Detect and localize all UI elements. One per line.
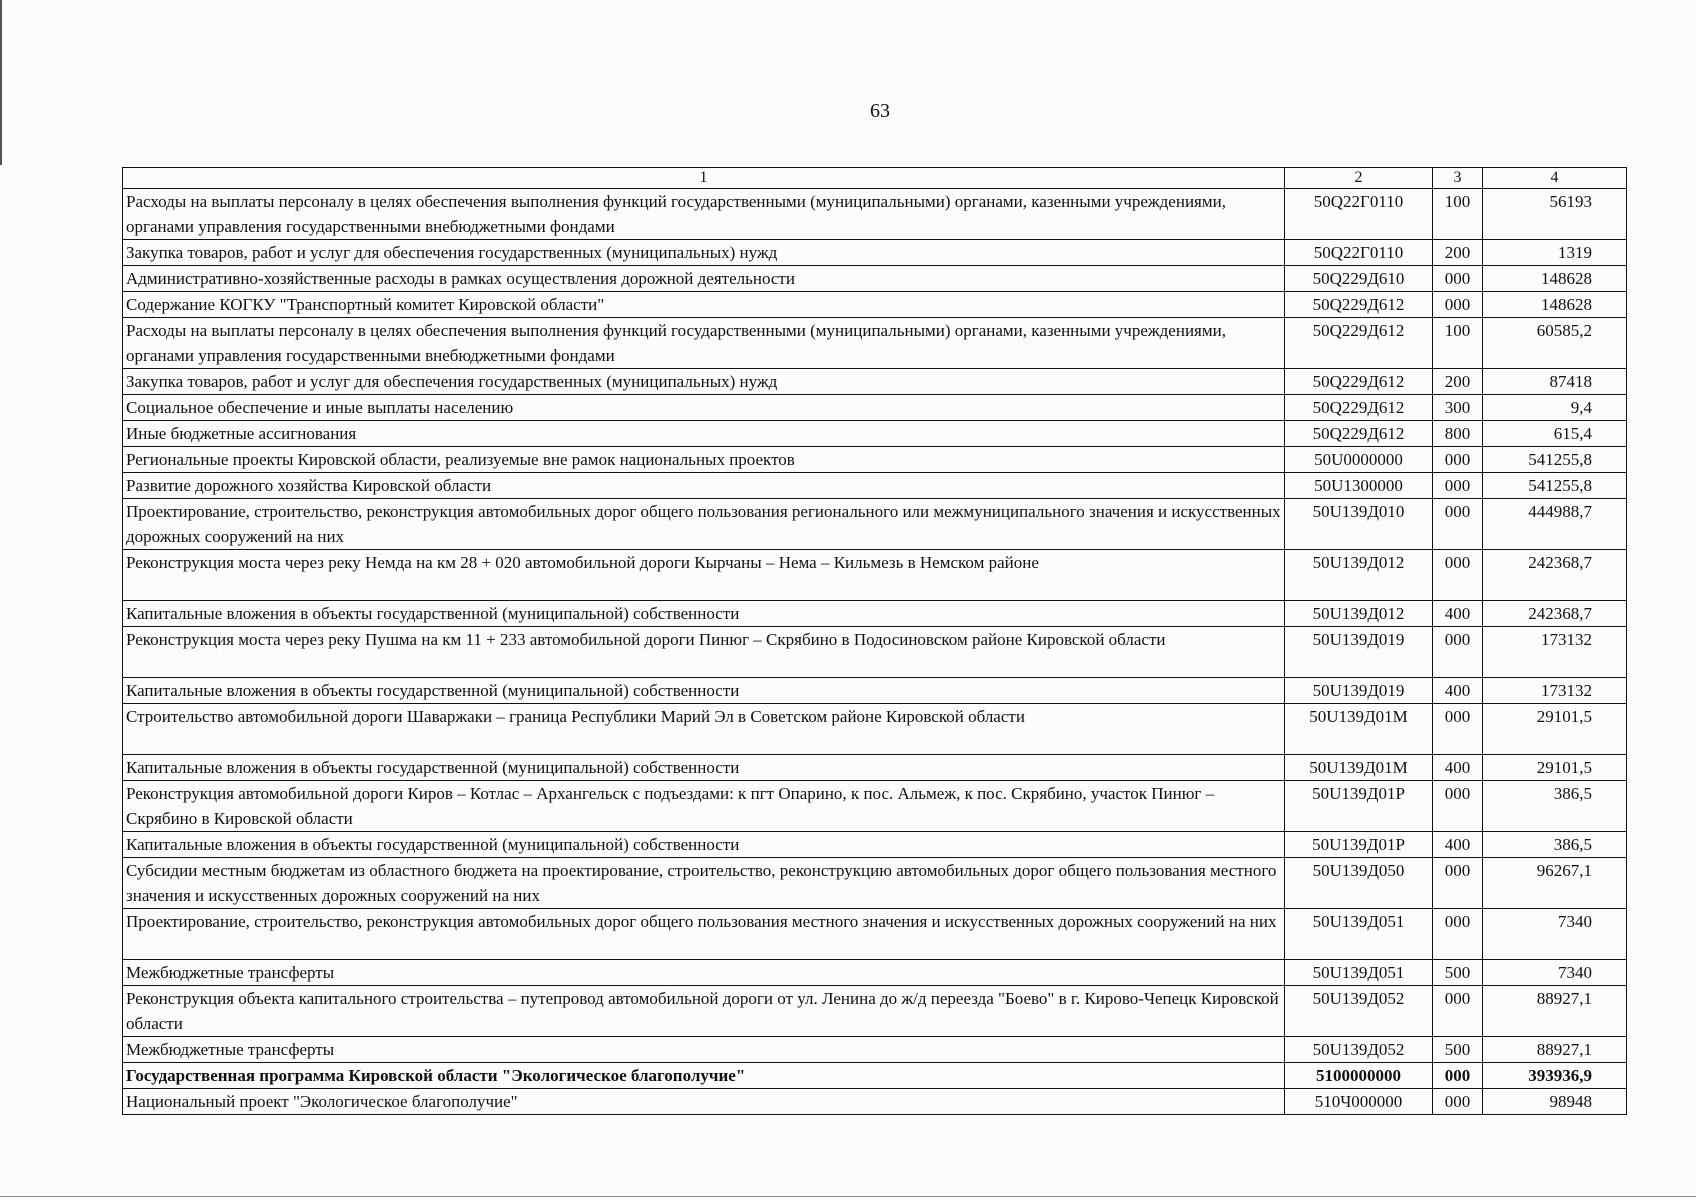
table-row: [123, 832, 1627, 858]
row-sum-cell: 56193: [1483, 189, 1627, 240]
table-row: [123, 704, 1627, 755]
row-name-cell: Капитальные вложения в объекты государственной (муниципальной) собственности: [123, 601, 1285, 627]
row-type-cell: 000: [1433, 909, 1483, 960]
row-type-cell: 200: [1433, 369, 1483, 395]
row-code-cell: 50Q229Д612: [1285, 395, 1433, 421]
row-name-cell: Проектирование, строительство, реконструкция автомобильных дорог общего пользования регионального или межмуниципального значения и искусственных дорожных сооружений на них: [123, 499, 1285, 550]
row-sum-cell: 541255,8: [1483, 473, 1627, 499]
table-row: [123, 755, 1627, 781]
row-sum-cell: 173132: [1483, 678, 1627, 704]
row-sum-cell: 541255,8: [1483, 447, 1627, 473]
budget-table-container: [122, 167, 1626, 1115]
header-col-4: 4: [1483, 168, 1627, 189]
row-type-cell: 000: [1433, 858, 1483, 909]
row-name-cell: Административно-хозяйственные расходы в рамках осуществления дорожной деятельности: [123, 266, 1285, 292]
row-sum-cell: 88927,1: [1483, 1037, 1627, 1063]
table-row: [123, 550, 1627, 601]
table-row: [123, 627, 1627, 678]
header-col-2: 2: [1285, 168, 1433, 189]
row-type-cell: 000: [1433, 627, 1483, 678]
row-name-cell: Капитальные вложения в объекты государственной (муниципальной) собственности: [123, 832, 1285, 858]
table-row: [123, 421, 1627, 447]
table-row: [123, 1063, 1627, 1089]
row-sum-cell: 386,5: [1483, 781, 1627, 832]
row-code-cell: 50U139Д052: [1285, 1037, 1433, 1063]
row-name-cell: Межбюджетные трансферты: [123, 1037, 1285, 1063]
row-name-cell: Строительство автомобильной дороги Шаваржаки – граница Республики Марий Эл в Советском районе Кировской области: [123, 704, 1285, 755]
row-code-cell: 50U139Д01Р: [1285, 832, 1433, 858]
row-type-cell: 400: [1433, 601, 1483, 627]
row-sum-cell: 87418: [1483, 369, 1627, 395]
row-code-cell: 50U139Д01М: [1285, 755, 1433, 781]
table-row: [123, 240, 1627, 266]
row-type-cell: 000: [1433, 1089, 1483, 1115]
row-sum-cell: 88927,1: [1483, 986, 1627, 1037]
row-sum-cell: 615,4: [1483, 421, 1627, 447]
row-type-cell: 000: [1433, 499, 1483, 550]
table-row: [123, 473, 1627, 499]
row-sum-cell: 96267,1: [1483, 858, 1627, 909]
row-code-cell: 50U139Д010: [1285, 499, 1433, 550]
row-sum-cell: 98948: [1483, 1089, 1627, 1115]
row-code-cell: 50U139Д019: [1285, 627, 1433, 678]
row-type-cell: 000: [1433, 473, 1483, 499]
header-col-1: 1: [123, 168, 1285, 189]
row-code-cell: 50Q229Д612: [1285, 369, 1433, 395]
row-code-cell: 5100000000: [1285, 1063, 1433, 1089]
row-sum-cell: 173132: [1483, 627, 1627, 678]
row-sum-cell: 9,4: [1483, 395, 1627, 421]
page-number: 63: [870, 100, 890, 122]
table-row: [123, 189, 1627, 240]
table-header-row: [123, 168, 1627, 189]
row-name-cell: Иные бюджетные ассигнования: [123, 421, 1285, 447]
table-row: [123, 1089, 1627, 1115]
row-code-cell: 510Ч000000: [1285, 1089, 1433, 1115]
row-sum-cell: 242368,7: [1483, 601, 1627, 627]
scan-edge-left: [0, 0, 2, 165]
row-sum-cell: 1319: [1483, 240, 1627, 266]
row-type-cell: 200: [1433, 240, 1483, 266]
row-code-cell: 50Q229Д612: [1285, 292, 1433, 318]
table-row: [123, 601, 1627, 627]
row-code-cell: 50U139Д01М: [1285, 704, 1433, 755]
row-name-cell: Расходы на выплаты персоналу в целях обеспечения выполнения функций государственными (муниципальными) органами, казенными учреждениями, органами управления государственными внебюджетными фондами: [123, 318, 1285, 369]
table-row: [123, 395, 1627, 421]
row-type-cell: 000: [1433, 550, 1483, 601]
row-sum-cell: 148628: [1483, 266, 1627, 292]
row-type-cell: 100: [1433, 189, 1483, 240]
row-name-cell: Реконструкция моста через реку Немда на км 28 + 020 автомобильной дороги Кырчаны – Нема – Кильмезь в Немском районе: [123, 550, 1285, 601]
table-row: [123, 266, 1627, 292]
row-sum-cell: 444988,7: [1483, 499, 1627, 550]
row-sum-cell: 386,5: [1483, 832, 1627, 858]
row-code-cell: 50Q22Г0110: [1285, 189, 1433, 240]
row-sum-cell: 29101,5: [1483, 755, 1627, 781]
row-name-cell: Государственная программа Кировской области "Экологическое благополучие": [123, 1063, 1285, 1089]
row-name-cell: Капитальные вложения в объекты государственной (муниципальной) собственности: [123, 755, 1285, 781]
row-name-cell: Содержание КОГКУ "Транспортный комитет Кировской области": [123, 292, 1285, 318]
row-type-cell: 000: [1433, 266, 1483, 292]
table-row: [123, 678, 1627, 704]
budget-table: [122, 167, 1627, 1115]
table-row: [123, 292, 1627, 318]
table-row: [123, 909, 1627, 960]
row-sum-cell: 29101,5: [1483, 704, 1627, 755]
row-type-cell: 300: [1433, 395, 1483, 421]
row-code-cell: 50Q229Д612: [1285, 421, 1433, 447]
row-type-cell: 000: [1433, 986, 1483, 1037]
row-name-cell: Субсидии местным бюджетам из областного бюджета на проектирование, строительство, реконструкцию автомобильных дорог общего пользования местного значения и искусственных дорожных сооружений на них: [123, 858, 1285, 909]
row-sum-cell: 7340: [1483, 960, 1627, 986]
row-type-cell: 400: [1433, 832, 1483, 858]
row-type-cell: 500: [1433, 960, 1483, 986]
table-row: [123, 369, 1627, 395]
row-code-cell: 50U139Д050: [1285, 858, 1433, 909]
table-row: [123, 986, 1627, 1037]
row-name-cell: Национальный проект "Экологическое благополучие": [123, 1089, 1285, 1115]
table-row: [123, 858, 1627, 909]
table-row: [123, 781, 1627, 832]
row-type-cell: 800: [1433, 421, 1483, 447]
row-code-cell: 50U139Д051: [1285, 909, 1433, 960]
table-row: [123, 499, 1627, 550]
row-name-cell: Капитальные вложения в объекты государственной (муниципальной) собственности: [123, 678, 1285, 704]
row-type-cell: 000: [1433, 1063, 1483, 1089]
row-code-cell: 50U0000000: [1285, 447, 1433, 473]
row-type-cell: 000: [1433, 781, 1483, 832]
row-sum-cell: 7340: [1483, 909, 1627, 960]
row-sum-cell: 148628: [1483, 292, 1627, 318]
row-sum-cell: 60585,2: [1483, 318, 1627, 369]
row-code-cell: 50U1300000: [1285, 473, 1433, 499]
row-code-cell: 50Q229Д610: [1285, 266, 1433, 292]
row-code-cell: 50U139Д052: [1285, 986, 1433, 1037]
row-name-cell: Социальное обеспечение и иные выплаты населению: [123, 395, 1285, 421]
row-code-cell: 50Q22Г0110: [1285, 240, 1433, 266]
row-name-cell: Межбюджетные трансферты: [123, 960, 1285, 986]
row-sum-cell: 242368,7: [1483, 550, 1627, 601]
row-name-cell: Развитие дорожного хозяйства Кировской области: [123, 473, 1285, 499]
row-name-cell: Проектирование, строительство, реконструкция автомобильных дорог общего пользования местного значения и искусственных дорожных сооружений на них: [123, 909, 1285, 960]
header-col-3: 3: [1433, 168, 1483, 189]
row-name-cell: Реконструкция автомобильной дороги Киров – Котлас – Архангельск с подъездами: к пгт Опарино, к пос. Альмеж, к пос. Скрябино, участок Пинюг – Скрябино в Кировской области: [123, 781, 1285, 832]
row-name-cell: Реконструкция моста через реку Пушма на км 11 + 233 автомобильной дороги Пинюг – Скрябино в Подосиновском районе Кировской области: [123, 627, 1285, 678]
row-name-cell: Закупка товаров, работ и услуг для обеспечения государственных (муниципальных) нужд: [123, 240, 1285, 266]
row-type-cell: 400: [1433, 755, 1483, 781]
row-name-cell: Закупка товаров, работ и услуг для обеспечения государственных (муниципальных) нужд: [123, 369, 1285, 395]
table-row: [123, 1037, 1627, 1063]
row-code-cell: 50U139Д019: [1285, 678, 1433, 704]
row-type-cell: 000: [1433, 292, 1483, 318]
row-sum-cell: 393936,9: [1483, 1063, 1627, 1089]
row-name-cell: Региональные проекты Кировской области, реализуемые вне рамок национальных проектов: [123, 447, 1285, 473]
row-type-cell: 000: [1433, 447, 1483, 473]
row-type-cell: 400: [1433, 678, 1483, 704]
row-code-cell: 50Q229Д612: [1285, 318, 1433, 369]
row-code-cell: 50U139Д051: [1285, 960, 1433, 986]
scan-edge-bottom: [0, 1196, 1696, 1197]
row-type-cell: 000: [1433, 704, 1483, 755]
row-code-cell: 50U139Д012: [1285, 601, 1433, 627]
table-row: [123, 447, 1627, 473]
row-type-cell: 100: [1433, 318, 1483, 369]
table-row: [123, 318, 1627, 369]
row-name-cell: Реконструкция объекта капитального строительства – путепровод автомобильной дороги от ул. Ленина до ж/д переезда "Боево" в г. Кирово-Чепецк Кировской области: [123, 986, 1285, 1037]
row-code-cell: 50U139Д012: [1285, 550, 1433, 601]
table-row: [123, 960, 1627, 986]
row-code-cell: 50U139Д01Р: [1285, 781, 1433, 832]
row-name-cell: Расходы на выплаты персоналу в целях обеспечения выполнения функций государственными (муниципальными) органами, казенными учреждениями, органами управления государственными внебюджетными фондами: [123, 189, 1285, 240]
row-type-cell: 500: [1433, 1037, 1483, 1063]
